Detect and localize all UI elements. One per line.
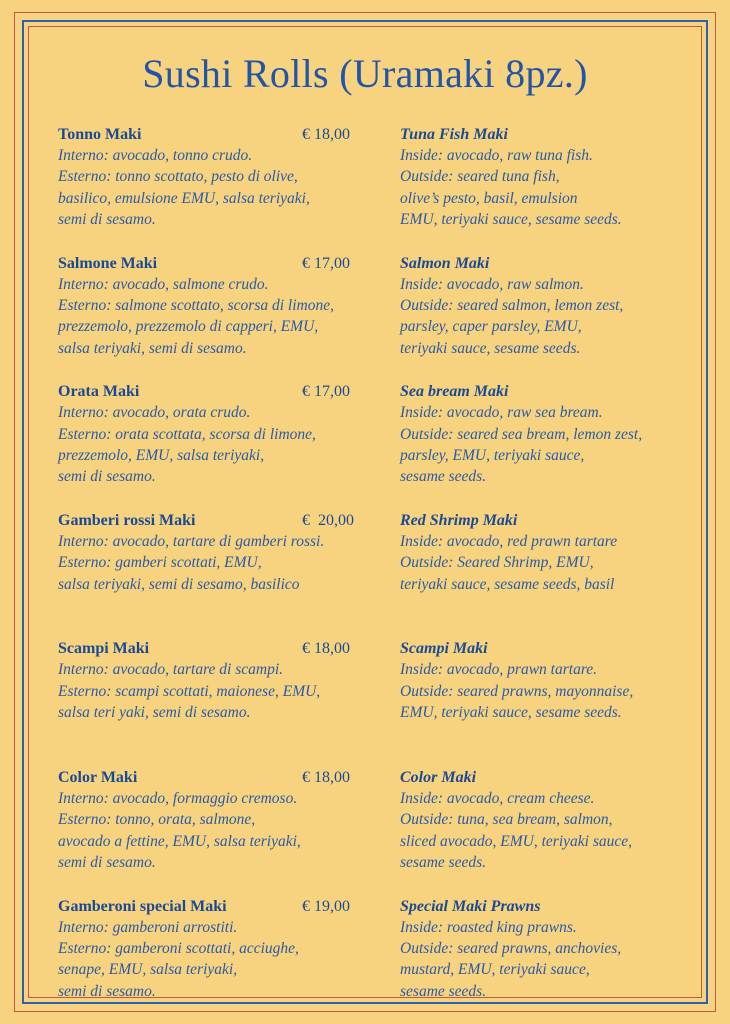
menu-item-it <box>58 896 378 1024</box>
item-description-line: basilico, emulsione EMU, salsa teriyaki, <box>58 189 310 207</box>
item-header <box>58 253 378 274</box>
item-name-en: Sea bream Maki <box>400 383 509 401</box>
item-description-line: Esterno: tonno scottato, pesto di olive, <box>58 168 298 186</box>
item-description-line: Esterno: gamberoni scottati, acciughe, <box>58 939 299 957</box>
item-description-line: semi di sesamo. <box>58 468 156 486</box>
item-name: Orata Maki <box>58 383 140 401</box>
item-description-line: Interno: avocado, tonno crudo. <box>58 147 253 164</box>
item-price: € 17,00 <box>302 254 350 272</box>
item-header <box>58 767 378 788</box>
menu-item-it <box>58 381 378 510</box>
item-description-line-en: Inside: avocado, raw salmon. <box>400 275 584 293</box>
item-description-line-en: mustard, EMU, teriyaki sauce, <box>400 961 590 979</box>
menu-item-en <box>400 767 700 896</box>
item-description-line-en: Inside: avocado, cream cheese. <box>400 789 595 807</box>
item-description-line: Interno: avocado, tartare di scampi. <box>58 661 283 679</box>
item-description-line-en: Outside: seared prawns, mayonnaise, <box>400 682 634 700</box>
menu-item-it <box>58 510 378 639</box>
item-price: € 19,00 <box>302 897 350 915</box>
item-description-line: Esterno: scampi scottati, maionese, EMU, <box>58 682 321 700</box>
item-description-line: salsa teri yaki, semi di sesamo. <box>58 704 251 722</box>
item-name-en: Scampi Maki <box>400 640 488 658</box>
item-description-line: semi di sesamo. <box>58 211 156 229</box>
item-description-line-en: Outside: seared prawns, anchovies, <box>400 939 622 957</box>
item-price: € 18,00 <box>302 768 350 786</box>
item-description-line-en: teriyaki sauce, sesame seeds, basil <box>400 575 615 593</box>
item-name: Gamberoni special Maki <box>58 897 227 915</box>
menu-item-en <box>400 510 700 639</box>
item-header <box>58 510 378 531</box>
item-name: Color Maki <box>58 768 138 786</box>
item-name-en: Red Shrimp Maki <box>400 511 518 529</box>
item-description-line-en: sesame seeds. <box>400 468 487 486</box>
item-description-line-en: Inside: avocado, raw tuna fish. <box>400 147 593 164</box>
item-name: Scampi Maki <box>58 640 150 658</box>
item-description-line-en: Outside: seared salmon, lemon zest, <box>400 297 624 314</box>
item-description-line: Interno: gamberoni arrostiti. <box>58 918 238 936</box>
item-description-line: senape, EMU, salsa teriyaki, <box>58 961 238 979</box>
item-description-line-en: parsley, caper parsley, EMU, <box>400 318 582 336</box>
menu-item-it <box>58 767 378 896</box>
item-description-line: Esterno: gamberi scottati, EMU, <box>58 554 262 572</box>
item-description-line: salsa teriyaki, semi di sesamo. <box>58 339 247 357</box>
english-column <box>400 124 700 1024</box>
item-description-line: Esterno: salmone scottato, scorsa di limone, <box>58 297 334 314</box>
menu-item-en <box>400 381 700 510</box>
item-description-line: avocado a fettine, EMU, salsa teriyaki, <box>58 832 301 850</box>
item-header <box>58 638 378 659</box>
item-description-line: Esterno: tonno, orata, salmone, <box>58 811 256 829</box>
item-description-line-en: Inside: roasted king prawns. <box>400 918 577 936</box>
item-description-line: Interno: avocado, salmone crudo. <box>58 275 269 293</box>
item-description-line-en: sliced avocado, EMU, teriyaki sauce, <box>400 832 632 850</box>
item-name-en: Salmon Maki <box>400 254 490 272</box>
item-description-line-en: Outside: tuna, sea bream, salmon, <box>400 811 613 829</box>
item-name: Salmone Maki <box>58 254 158 272</box>
item-name: Tonno Maki <box>58 126 142 143</box>
menu-item-it <box>58 124 378 253</box>
item-description-line-en: Outside: seared sea bream, lemon zest, <box>400 425 643 443</box>
item-price: € 20,00 <box>302 511 354 529</box>
menu-item-en <box>400 638 700 767</box>
item-header <box>58 896 378 917</box>
menu-item-it <box>58 253 378 382</box>
item-description-line: Interno: avocado, formaggio cremoso. <box>58 789 298 807</box>
item-description-line-en: sesame seeds. <box>400 982 487 1000</box>
item-description-line: prezzemolo, EMU, salsa teriyaki, <box>58 447 265 464</box>
menu-item-en <box>400 896 700 1024</box>
item-description-line-en: olive’s pesto, basil, emulsion <box>400 189 578 207</box>
item-price: € 17,00 <box>302 383 350 401</box>
item-description-line-en: Inside: avocado, prawn tartare. <box>400 661 598 679</box>
menu-title: Sushi Rolls (Uramaki 8pz.) <box>142 51 588 96</box>
item-header <box>58 381 378 402</box>
italian-column <box>58 124 378 1024</box>
item-description-line: prezzemolo, prezzemolo di capperi, EMU, <box>58 318 319 336</box>
item-description-line: Interno: avocado, orata crudo. <box>58 404 251 422</box>
item-name-en: Color Maki <box>400 768 477 786</box>
item-description-line: semi di sesamo. <box>58 982 156 1000</box>
item-description-line: salsa teriyaki, semi di sesamo, basilico <box>58 575 300 593</box>
item-header <box>58 124 378 145</box>
item-description-line-en: Inside: avocado, raw sea bream. <box>400 404 603 422</box>
item-description-line-en: parsley, EMU, teriyaki sauce, <box>400 447 585 464</box>
item-price: € 18,00 <box>302 126 350 143</box>
item-description-line: Esterno: orata scottata, scorsa di limone, <box>58 425 316 443</box>
menu-item-en <box>400 253 700 382</box>
item-description-line: Interno: avocado, tartare di gamberi rossi. <box>58 532 325 550</box>
item-description-line-en: EMU, teriyaki sauce, sesame seeds. <box>400 704 622 722</box>
item-description-line-en: teriyaki sauce, sesame seeds. <box>400 339 581 357</box>
menu-item-it <box>58 638 378 767</box>
item-name-en: Tuna Fish Maki <box>400 126 508 143</box>
item-name: Gamberi rossi Maki <box>58 511 196 529</box>
item-description-line-en: sesame seeds. <box>400 854 487 872</box>
item-description-line: semi di sesamo. <box>58 854 156 872</box>
item-price: € 18,00 <box>302 640 350 658</box>
item-description-line-en: Inside: avocado, red prawn tartare <box>400 532 618 550</box>
menu-item-en <box>400 124 700 253</box>
item-description-line-en: Outside: seared tuna fish, <box>400 168 560 186</box>
item-description-line-en: EMU, teriyaki sauce, sesame seeds. <box>400 211 622 229</box>
item-name-en: Special Maki Prawns <box>400 897 541 915</box>
item-description-line-en: Outside: Seared Shrimp, EMU, <box>400 554 594 572</box>
